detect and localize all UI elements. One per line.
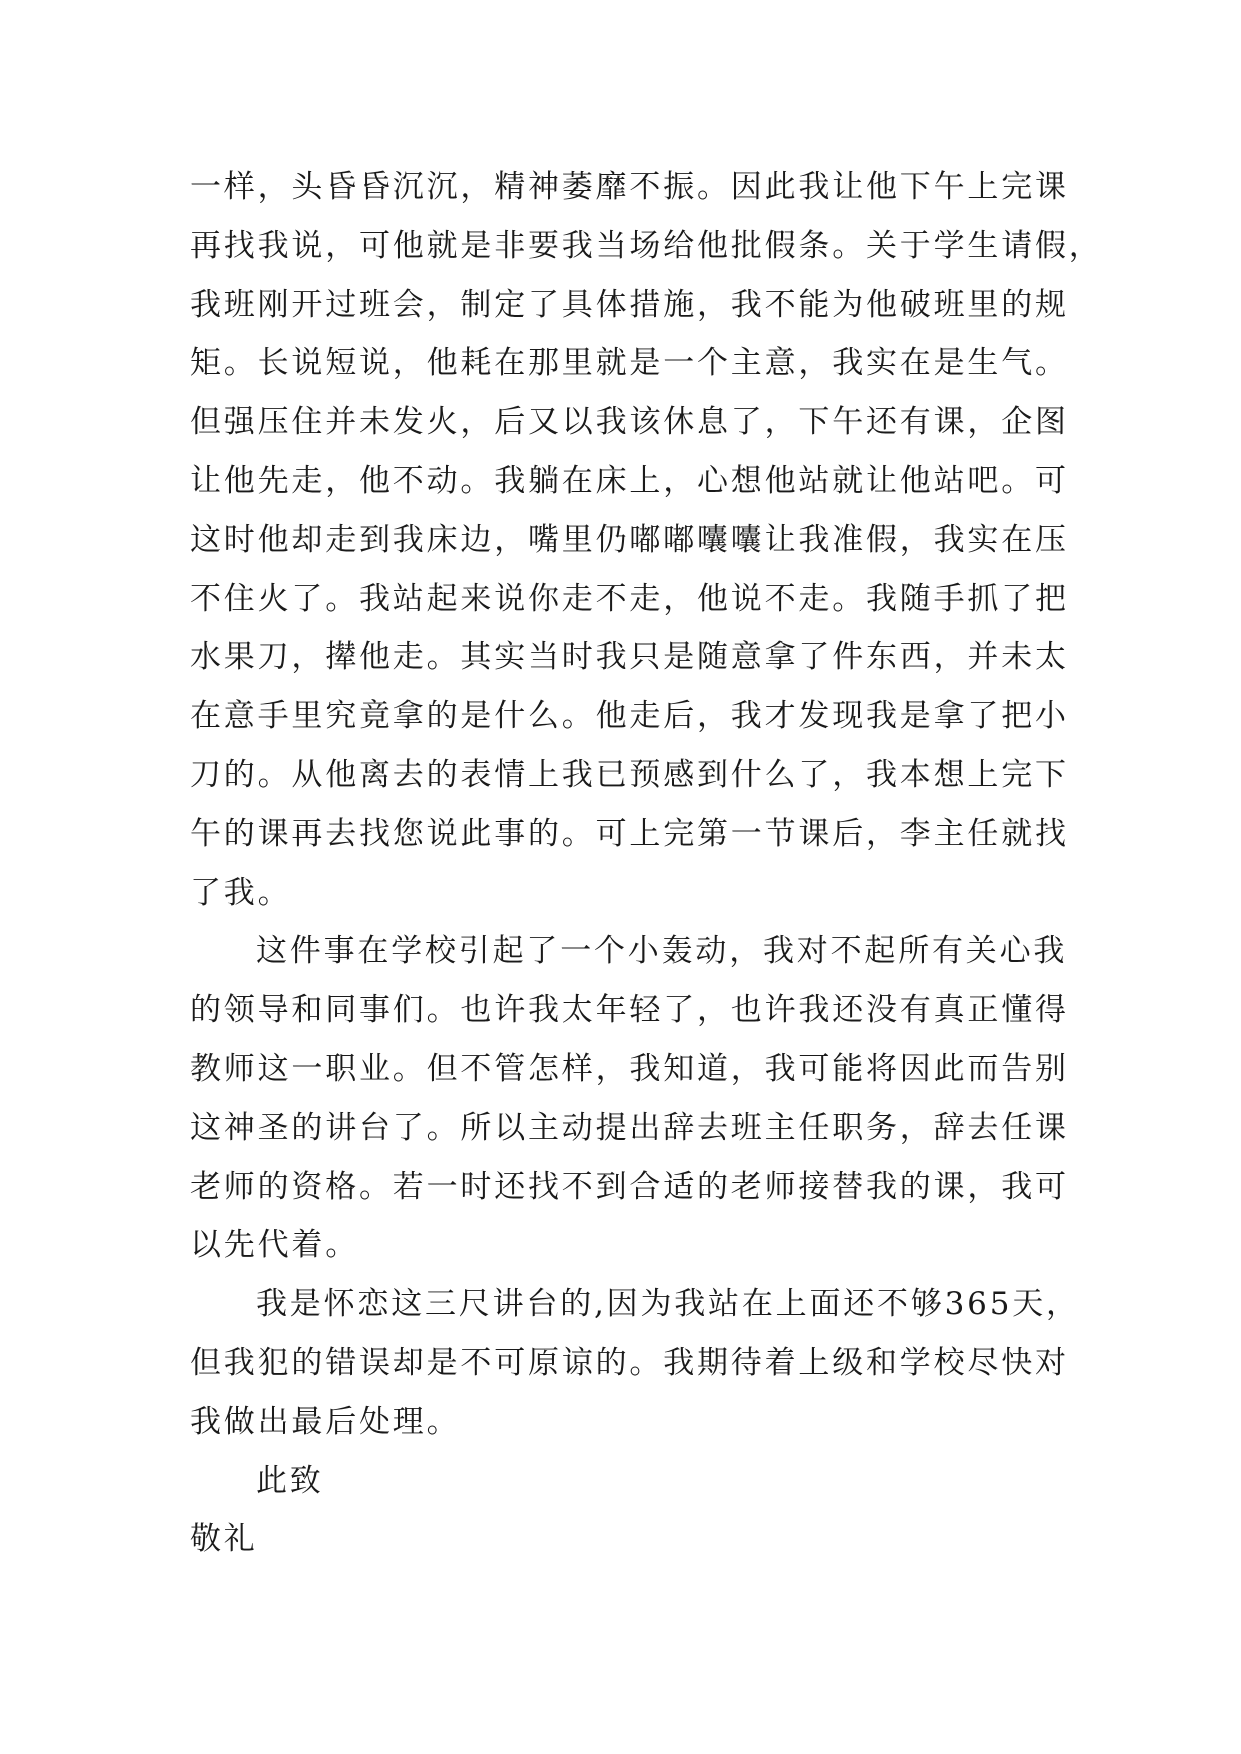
text-line: 这神圣的讲台了。所以主动提出辞去班主任职务，辞去任课 <box>190 1109 1069 1146</box>
text-line: 我做出最后处理。 <box>190 1403 461 1440</box>
text-line: 水果刀，撵他走。其实当时我只是随意拿了件东西，并未太 <box>190 639 1069 676</box>
text-line: 以先代着。 <box>190 1227 359 1264</box>
text-line: 我班刚开过班会，制定了具体措施，我不能为他破班里的规 <box>190 286 1069 323</box>
text-line: 但我犯的错误却是不可原谅的。我期待着上级和学校尽快对 <box>190 1344 1069 1381</box>
text-line: 老师的资格。若一时还找不到合适的老师接替我的课，我可 <box>190 1168 1069 1205</box>
text-line: 让他先走，他不动。我躺在床上，心想他站就让他站吧。可 <box>190 462 1069 499</box>
text-line: 不住火了。我站起来说你走不走，他说不走。我随手抓了把 <box>190 580 1069 617</box>
paragraph-1 <box>190 158 1103 922</box>
salutation: 敬礼 <box>190 1521 258 1558</box>
text-line: 的领导和同事们。也许我太年轻了，也许我还没有真正懂得 <box>190 992 1069 1029</box>
text-line: 但强压住并未发火，后又以我该休息了，下午还有课，企图 <box>190 404 1069 441</box>
closing: 此致 <box>256 1462 324 1499</box>
paragraph-3 <box>190 1275 1080 1451</box>
text-line: 我是怀恋这三尺讲台的,因为我站在上面还不够365天， <box>256 1286 1080 1323</box>
text-line: 在意手里究竟拿的是什么。他走后，我才发现我是拿了把小 <box>190 698 1069 735</box>
text-line: 了我。 <box>190 874 292 911</box>
text-line: 一样，头昏昏沉沉，精神萎靡不振。因此我让他下午上完课 <box>190 169 1069 205</box>
letter-body <box>190 158 1103 1569</box>
text-line: 这时他却走到我床边，嘴里仍嘟嘟囔囔让我准假，我实在压 <box>190 521 1069 558</box>
text-line: 这件事在学校引起了一个小轰动，我对不起所有关心我 <box>256 933 1068 970</box>
text-line: 教师这一职业。但不管怎样，我知道，我可能将因此而告别 <box>190 1050 1069 1087</box>
text-line: 矩。长说短说，他耗在那里就是一个主意，我实在是生气。 <box>190 345 1069 382</box>
text-line: 再找我说，可他就是非要我当场给他批假条。关于学生请假， <box>190 227 1103 264</box>
paragraph-2 <box>190 922 1070 1275</box>
text-line: 午的课再去找您说此事的。可上完第一节课后，李主任就找 <box>190 815 1069 852</box>
text-line: 刀的。从他离去的表情上我已预感到什么了，我本想上完下 <box>190 756 1069 793</box>
